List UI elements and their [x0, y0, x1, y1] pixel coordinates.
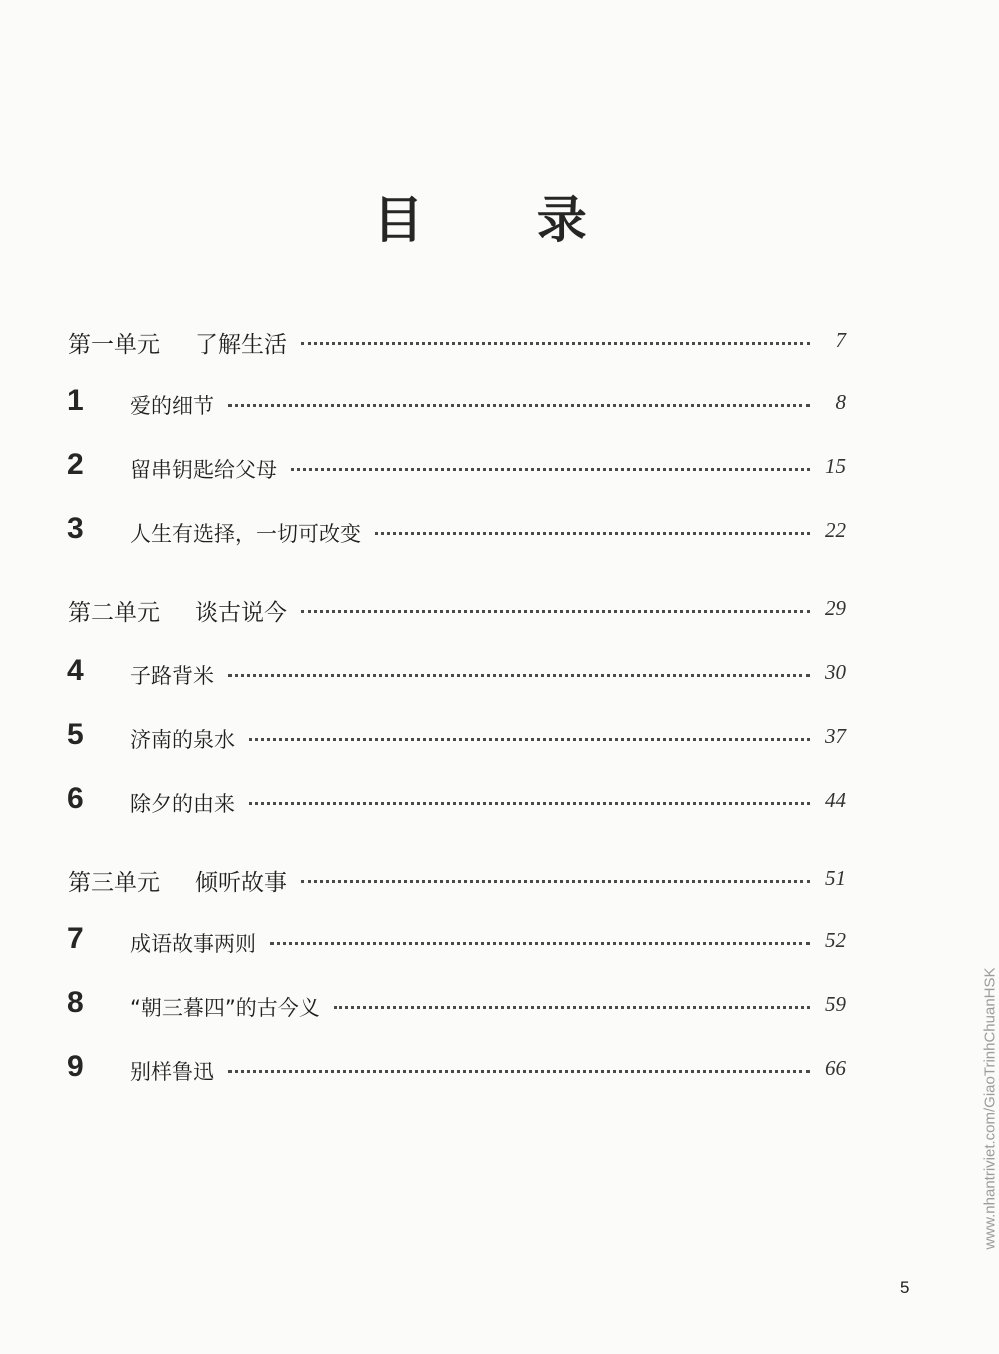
- lesson-number: 7: [67, 922, 84, 955]
- unit-name: 了解生活: [195, 332, 287, 358]
- unit-name: 倾听故事: [195, 870, 287, 896]
- lesson-title: 成语故事两则: [130, 932, 256, 956]
- page-number: 59: [825, 992, 846, 1016]
- page-number: 51: [825, 866, 846, 890]
- page-number: 8: [835, 390, 846, 414]
- toc-lesson-1[interactable]: [0, 384, 960, 424]
- page-number: 22: [825, 518, 846, 542]
- page-number: 37: [825, 724, 846, 748]
- lesson-title: 子路背米: [130, 664, 214, 688]
- unit-label: 第三单元: [68, 870, 160, 896]
- page-number: 30: [825, 660, 846, 684]
- footer-page-number: 5: [900, 1278, 910, 1297]
- toc-lesson-5[interactable]: [0, 718, 960, 758]
- lesson-title: 爱的细节: [130, 394, 214, 418]
- dot-leader: [301, 342, 810, 345]
- lesson-number: 1: [67, 384, 84, 417]
- lesson-title: 除夕的由来: [130, 792, 235, 816]
- dot-leader: [375, 532, 810, 535]
- lesson-number: 2: [67, 448, 84, 481]
- lesson-number: 9: [67, 1050, 84, 1083]
- page-number: 52: [825, 928, 846, 952]
- watermark-url: www.nhantriviet.com/GiaoTrinhChuanHSK: [981, 967, 999, 1250]
- lesson-title: 人生有选择，一切可改变: [130, 522, 361, 546]
- unit-label: 第一单元: [68, 332, 160, 358]
- page-number: 44: [825, 788, 846, 812]
- toc-unit-2[interactable]: [0, 590, 960, 630]
- toc-unit-3[interactable]: [0, 860, 960, 900]
- dot-leader: [301, 610, 810, 613]
- dot-leader: [228, 1070, 810, 1073]
- dot-leader: [249, 802, 810, 805]
- toc-lesson-2[interactable]: [0, 448, 960, 488]
- lesson-number: 6: [67, 782, 84, 815]
- page-number: 29: [825, 596, 846, 620]
- toc-unit-1[interactable]: [0, 322, 960, 362]
- page-number: 7: [835, 328, 846, 352]
- lesson-number: 4: [67, 654, 84, 687]
- toc-lesson-8[interactable]: [0, 986, 960, 1026]
- page-number: 66: [825, 1056, 846, 1080]
- lesson-number: 5: [67, 718, 84, 751]
- page-number: 15: [825, 454, 846, 478]
- lesson-title: 留串钥匙给父母: [130, 458, 277, 482]
- lesson-number: 3: [67, 512, 84, 545]
- toc-lesson-3[interactable]: [0, 512, 960, 552]
- unit-name: 谈古说今: [195, 600, 287, 626]
- toc-lesson-6[interactable]: [0, 782, 960, 822]
- dot-leader: [228, 404, 810, 407]
- toc-lesson-7[interactable]: [0, 922, 960, 962]
- lesson-title: 别样鲁迅: [130, 1060, 214, 1084]
- page-title: 目 录: [373, 191, 635, 249]
- dot-leader: [249, 738, 810, 741]
- unit-label: 第二单元: [68, 600, 160, 626]
- toc-lesson-4[interactable]: [0, 654, 960, 694]
- lesson-title: 济南的泉水: [130, 728, 235, 752]
- dot-leader: [301, 880, 810, 883]
- toc-lesson-9[interactable]: [0, 1050, 960, 1090]
- dot-leader: [291, 468, 810, 471]
- lesson-title: “朝三暮四”的古今义: [130, 996, 320, 1020]
- lesson-number: 8: [67, 986, 84, 1019]
- dot-leader: [334, 1006, 810, 1009]
- dot-leader: [270, 942, 810, 945]
- dot-leader: [228, 674, 810, 677]
